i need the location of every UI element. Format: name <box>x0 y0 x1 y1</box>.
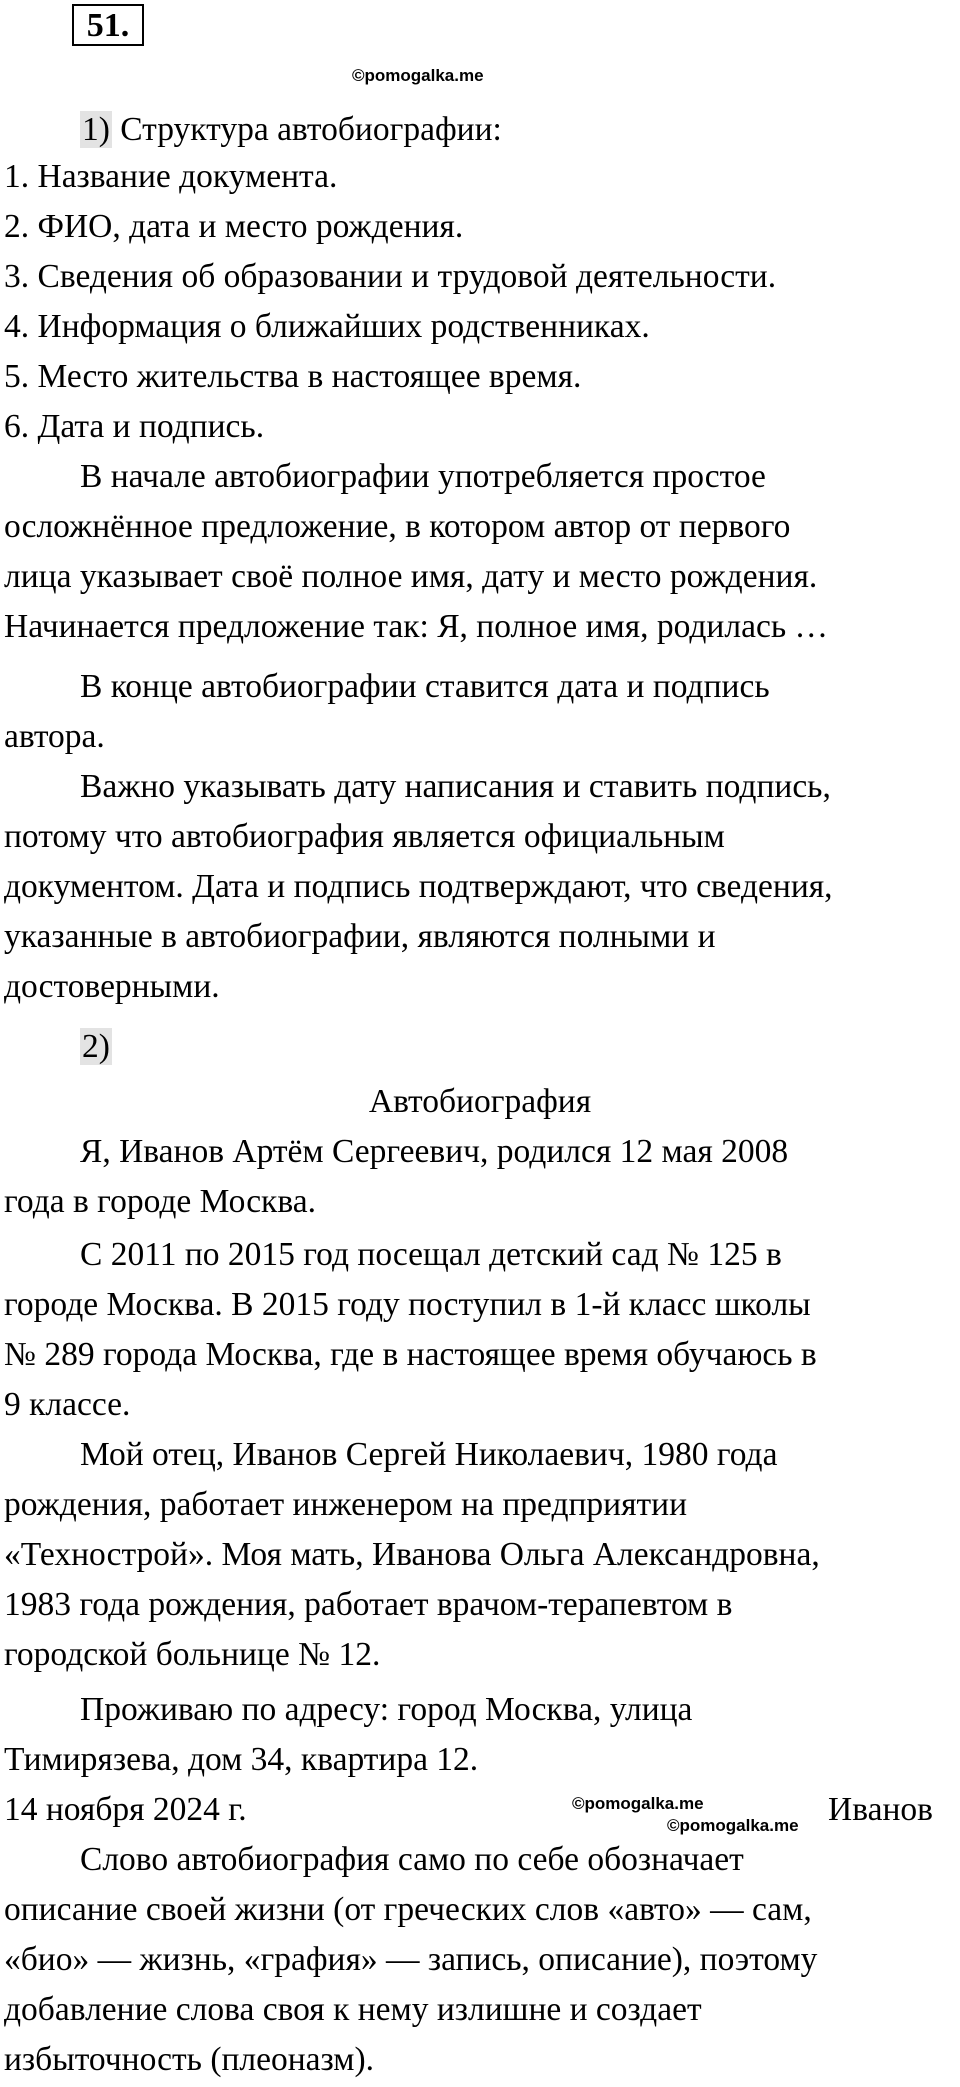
watermark-bottom-2: ©pomogalka.me <box>667 1816 799 1835</box>
list-item: 4. Информация о ближайших родственниках. <box>4 308 650 345</box>
task-number: 51. <box>72 4 144 46</box>
text-line: 9 классе. <box>4 1386 131 1423</box>
text-line: 1983 года рождения, работает врачом-терапевтом в <box>4 1586 733 1623</box>
text-line: добавление слова своя к нему излишне и создает <box>4 1991 702 2028</box>
part2-marker-line <box>80 1025 112 1069</box>
text-line: Проживаю по адресу: город Москва, улица <box>80 1691 693 1728</box>
text-line: С 2011 по 2015 год посещал детский сад № 125 в <box>80 1236 782 1273</box>
text-line: Слово автобиография само по себе обозначает <box>80 1841 744 1878</box>
text-line: избыточность (плеоназм). <box>4 2041 375 2078</box>
text-line: Мой отец, Иванов Сергей Николаевич, 1980 года <box>80 1436 778 1473</box>
watermark-bottom-1: ©pomogalka.me <box>572 1794 704 1813</box>
text-line: В начале автобиографии употребляется простое <box>80 458 766 495</box>
text-line: Я, Иванов Артём Сергеевич, родился 12 мая 2008 <box>80 1133 789 1170</box>
text-line: осложнённое предложение, в котором автор от первого <box>4 508 791 545</box>
list-item: 3. Сведения об образовании и трудовой деятельности. <box>4 258 777 295</box>
part1-heading: Структура автобиографии: <box>111 111 502 148</box>
text-line: В конце автобиографии ставится дата и подпись <box>80 668 770 705</box>
text-line: достоверными. <box>4 968 220 1005</box>
text-line: Тимирязева, дом 34, квартира 12. <box>4 1741 479 1778</box>
autobiography-title: Автобиография <box>368 1083 592 1120</box>
part1-heading-line <box>80 108 502 152</box>
text-line: года в городе Москва. <box>4 1183 316 1220</box>
list-item: 5. Место жительства в настоящее время. <box>4 358 582 395</box>
text-line: городе Москва. В 2015 году поступил в 1-й класс школы <box>4 1286 811 1323</box>
text-line: Начинается предложение так: Я, полное имя, родилась … <box>4 608 828 645</box>
text-line: «Технострой». Моя мать, Иванова Ольга Александровна, <box>4 1536 820 1573</box>
text-line: описание своей жизни (от греческих слов «авто» — сам, <box>4 1891 812 1928</box>
text-line: «био» — жизнь, «графия» — запись, описание), поэтому <box>4 1941 818 1978</box>
text-line: потому что автобиография является официальным <box>4 818 725 855</box>
text-line: Важно указывать дату написания и ставить подпись, <box>80 768 831 805</box>
text-line: лица указывает своё полное имя, дату и место рождения. <box>4 558 818 595</box>
text-line: № 289 города Москва, где в настоящее время обучаюсь в <box>4 1336 817 1373</box>
text-line: рождения, работает инженером на предприятии <box>4 1486 688 1523</box>
text-line: городской больнице № 12. <box>4 1636 381 1673</box>
text-line: указанные в автобиографии, являются полными и <box>4 918 716 955</box>
watermark-top: ©pomogalka.me <box>352 66 484 85</box>
part1-marker: 1) <box>82 111 110 148</box>
text-line: документом. Дата и подпись подтверждают, что сведения, <box>4 868 833 905</box>
text-line: автора. <box>4 718 105 755</box>
list-item: 2. ФИО, дата и место рождения. <box>4 208 464 245</box>
document-date: 14 ноября 2024 г. <box>4 1791 247 1828</box>
signature: Иванов <box>828 1791 933 1828</box>
part2-marker: 2) <box>82 1028 110 1065</box>
list-item: 1. Название документа. <box>4 158 338 195</box>
list-item: 6. Дата и подпись. <box>4 408 265 445</box>
